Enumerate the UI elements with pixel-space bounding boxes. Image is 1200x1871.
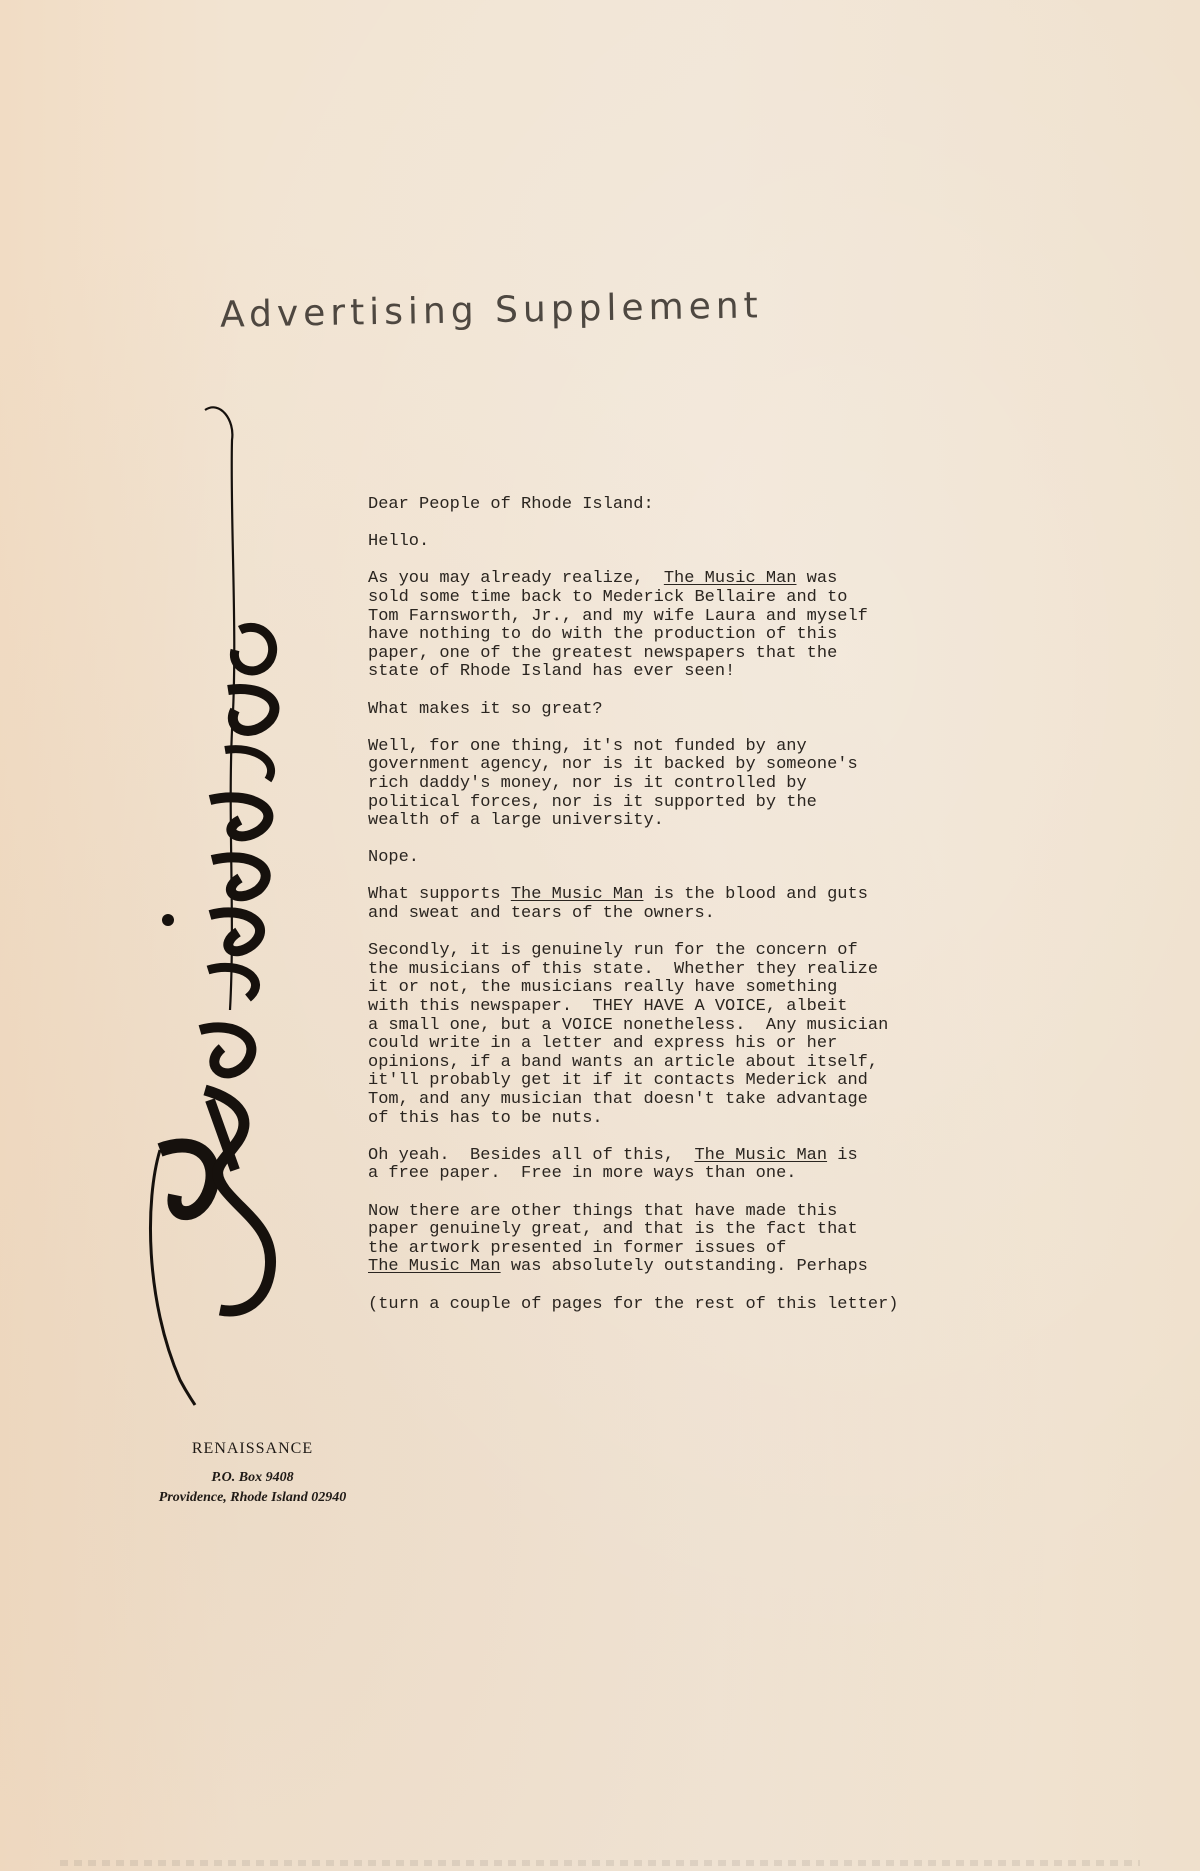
- address-po-box: P.O. Box 9408: [211, 1470, 294, 1485]
- letter-paragraph-1: [368, 570, 968, 682]
- letter-paragraph-1-text-a: As you may already realize,: [368, 569, 664, 589]
- letter-continuation-note: (turn a couple of pages for the rest of this letter): [368, 1294, 899, 1314]
- letter-greeting: Hello.: [368, 532, 430, 552]
- letter-paragraph-1-text-b: was sold some time back to Mederick Bellaire and to Tom Farnsworth, Jr., and my wife Laura and myself have nothing to do with the production of this paper, one of the greatest newspapers that the state of Rhode Island has ever seen!: [368, 569, 868, 682]
- letter-salutation: Dear People of Rhode Island:: [368, 495, 654, 514]
- page-bottom-edge: [60, 1860, 1140, 1866]
- letter-paragraph-2: What makes it so great?: [368, 699, 603, 719]
- renaissance-script-graphic: [140, 400, 330, 1410]
- letter-paragraph-7-text-b: is a free paper. Free in more ways than one.: [368, 1145, 858, 1184]
- letter-paragraph-4: Nope.: [368, 848, 420, 868]
- address-company: RENAISSANCE: [191, 1440, 314, 1457]
- letter-paragraph-8: [368, 1203, 968, 1277]
- letter-paragraph-7-text-a: Oh yeah. Besides all of this,: [368, 1145, 695, 1165]
- newspaper-title: The Music Man: [694, 1145, 828, 1165]
- newspaper-title: The Music Man: [510, 885, 644, 905]
- newspaper-title: The Music Man: [368, 1257, 501, 1277]
- letter-paragraph-8-text-b: was absolutely outstanding. Perhaps: [500, 1257, 868, 1277]
- letter-paragraph-6: Secondly, it is genuinely run for the concern of the musicians of this state. Whether they realize it or not, the musicians really have something with this newspaper. THEY HAVE A VOICE, albeit a small one, but a VOICE nonetheless. Any musician could write in a letter and express his or her opinions, if a band wants an article about itself, it'll probably get it if it contacts Mederick and Tom, and any musician that doesn't take advantage of this has to be nuts.: [368, 941, 889, 1128]
- renaissance-script-logo: [140, 400, 330, 1410]
- address-city: Providence, Rhode Island 02940: [158, 1490, 347, 1505]
- letter-paragraph-5: [368, 886, 968, 923]
- return-address: [120, 1440, 385, 1508]
- letter-paragraph-3: Well, for one thing, it's not funded by any government agency, nor is it backed by someone's rich daddy's money, nor is it controlled by political forces, nor is it supported by the wealth of a large university.: [368, 736, 858, 831]
- handwritten-note: Advertising Supplement: [219, 285, 764, 336]
- letter-paragraph-5-text-a: What supports: [368, 885, 511, 905]
- letter-paragraph-7: [368, 1147, 968, 1184]
- letter-paragraph-8-text-a: Now there are other things that have made this paper genuinely great, and that is the fact that the artwork presented in former issues of: [368, 1201, 858, 1258]
- newspaper-title: The Music Man: [663, 569, 797, 589]
- letter-body: [368, 496, 968, 1333]
- letter-paragraph-5-text-b: is the blood and guts and sweat and tears of the owners.: [368, 885, 868, 924]
